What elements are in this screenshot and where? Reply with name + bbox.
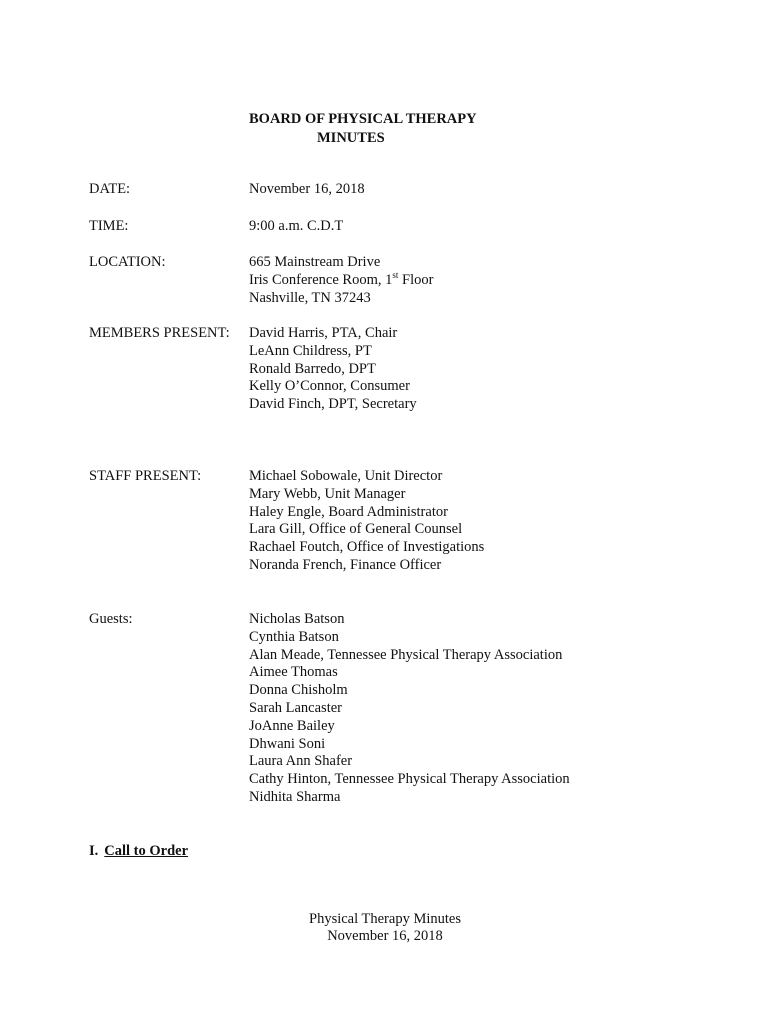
member-name: Kelly O’Connor, Consumer (249, 378, 410, 395)
member-name: David Harris, PTA, Chair (249, 325, 398, 341)
guest-name: Aimee Thomas (249, 664, 338, 681)
location-label: LOCATION: (89, 254, 166, 270)
time-label: TIME: (89, 218, 129, 234)
guest-name: Dhwani Soni (249, 735, 326, 752)
guest-name: Laura Ann Shafer (249, 753, 353, 770)
guest-name: Cathy Hinton, Tennessee Physical Therapy Association (249, 771, 570, 788)
location-street: 665 Mainstream Drive (249, 254, 381, 270)
members-list (249, 325, 417, 414)
section-heading-call-to-order (89, 843, 188, 860)
location-city: Nashville, TN 37243 (249, 289, 371, 306)
guest-name: JoAnne Bailey (249, 717, 335, 734)
member-name: David Finch, DPT, Secretary (249, 396, 417, 413)
guests-list (249, 611, 570, 807)
footer-title: Physical Therapy Minutes (309, 911, 461, 927)
staff-present-label: STAFF PRESENT: (89, 468, 202, 484)
staff-name: Noranda French, Finance Officer (249, 556, 442, 573)
guests-label: Guests: (89, 611, 133, 627)
guest-name: Alan Meade, Tennessee Physical Therapy Association (249, 646, 563, 663)
footer-date: November 16, 2018 (327, 928, 443, 944)
guest-name: Nidhita Sharma (249, 788, 341, 805)
guest-name: Nicholas Batson (249, 611, 345, 627)
section-number: I. (89, 843, 99, 859)
staff-name: Haley Engle, Board Administrator (249, 503, 448, 520)
member-name: LeAnn Childress, PT (249, 342, 372, 359)
guest-name: Cynthia Batson (249, 628, 339, 645)
location-address (249, 254, 433, 307)
staff-name: Mary Webb, Unit Manager (249, 485, 406, 502)
document-title: BOARD OF PHYSICAL THERAPY (249, 111, 477, 127)
guest-name: Donna Chisholm (249, 682, 348, 699)
page-footer (0, 911, 770, 945)
staff-name: Michael Sobowale, Unit Director (249, 468, 443, 484)
member-name: Ronald Barredo, DPT (249, 360, 376, 377)
document-subtitle: MINUTES (317, 130, 385, 146)
section-title: Call to Order (104, 843, 189, 859)
guest-name: Sarah Lancaster (249, 699, 342, 716)
staff-list (249, 468, 484, 575)
time-value: 9:00 a.m. C.D.T (249, 218, 344, 234)
staff-name: Lara Gill, Office of General Counsel (249, 521, 463, 538)
location-room: Iris Conference Room, 1st Floor (249, 269, 434, 288)
staff-name: Rachael Foutch, Office of Investigations (249, 539, 485, 556)
members-present-label: MEMBERS PRESENT: (89, 325, 230, 341)
date-label: DATE: (89, 181, 131, 197)
date-value: November 16, 2018 (249, 181, 365, 197)
